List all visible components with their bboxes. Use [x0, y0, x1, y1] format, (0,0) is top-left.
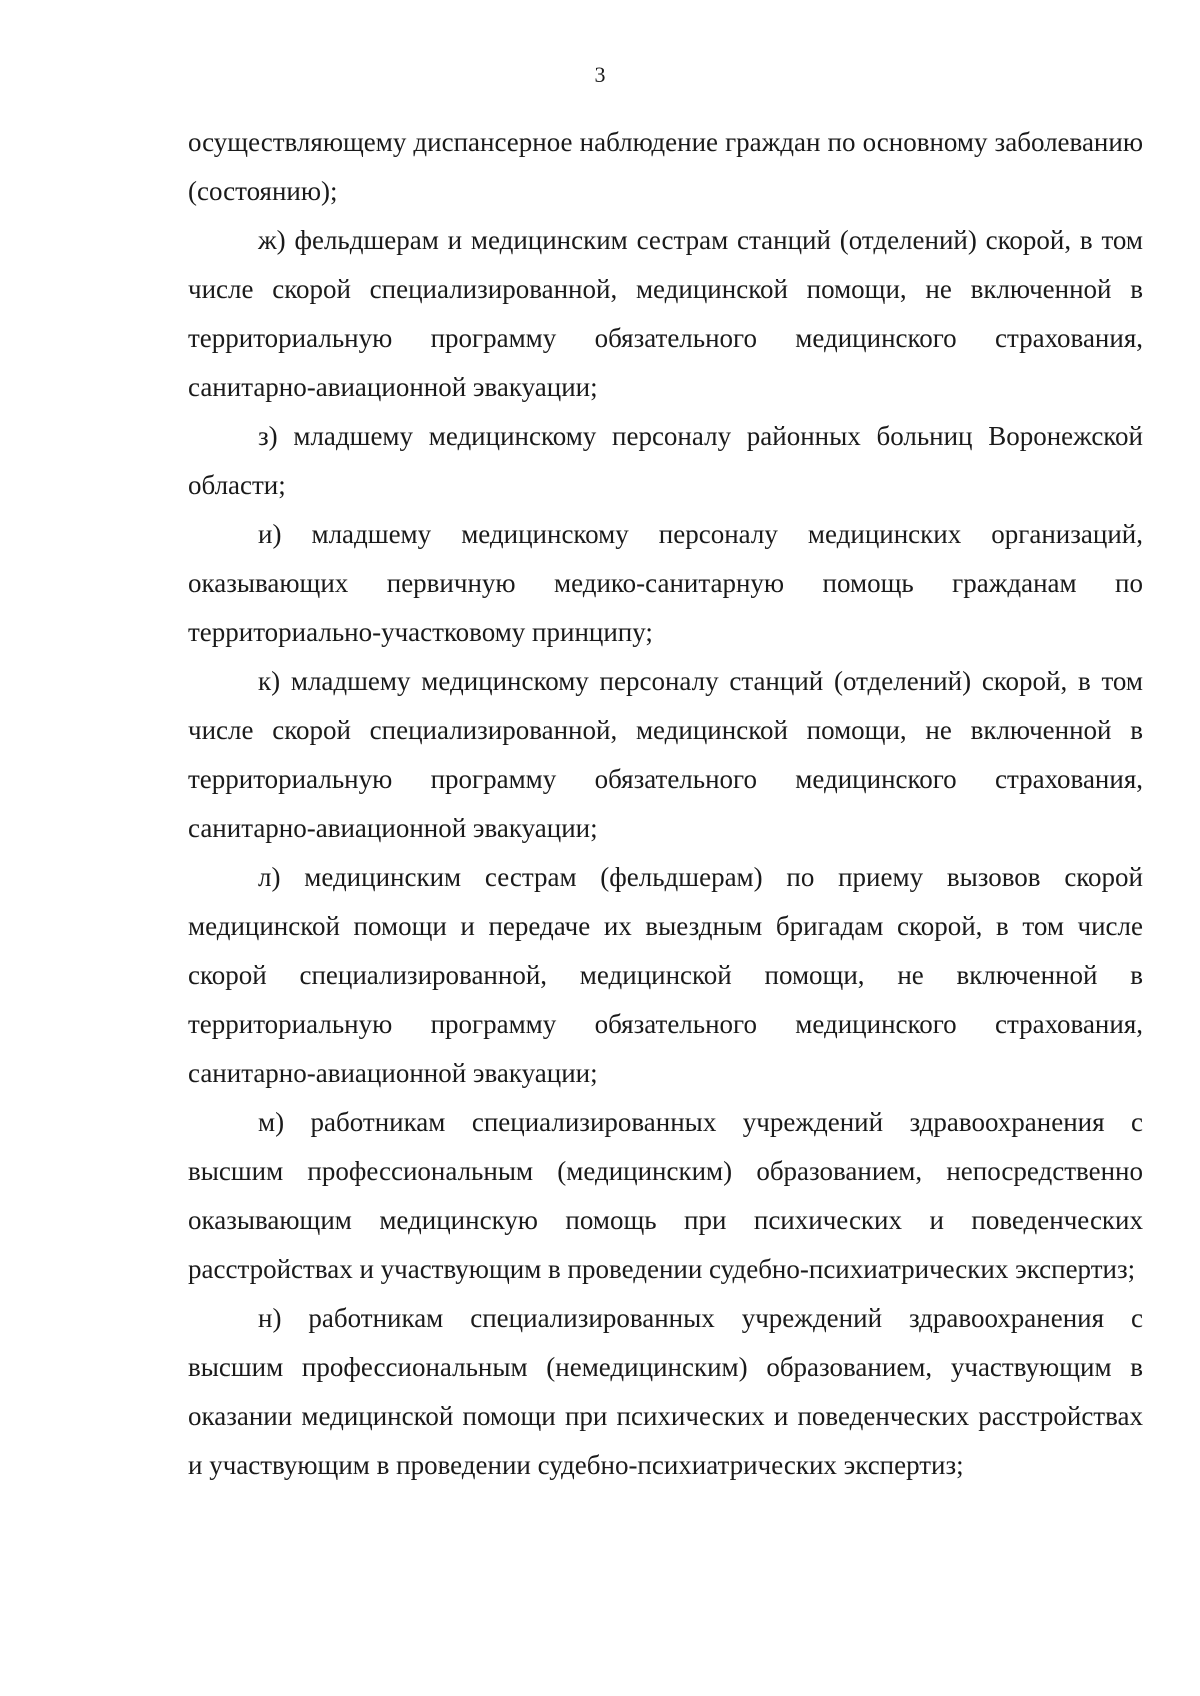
paragraph-item-l: л) медицинским сестрам (фельдшерам) по приему вызовов скорой медицинской помощи и передаче их выездным бригадам скорой, в том числе скорой специализированной, медицинской помощи, не включенной в территориальную программу обязательного медицинского страхования, санитарно-авиационной эвакуации;	[188, 862, 1143, 1088]
paragraph-item-n: н) работникам специализированных учреждений здравоохранения с высшим профессиональным (немедицинским) образованием, участвующим в оказании медицинской помощи при психических и поведенческих расстройствах и участвующим в проведении судебно-психиатрических экспертиз;	[188, 1303, 1143, 1480]
paragraph-item-i: и) младшему медицинскому персоналу медицинских организаций, оказывающих первичную медико-санитарную помощь гражданам по территориально-участковому принципу;	[188, 519, 1143, 647]
paragraph-continuation: осуществляющему диспансерное наблюдение граждан по основному заболеванию (состоянию);	[188, 127, 1143, 206]
paragraph-item-k: к) младшему медицинскому персоналу станций (отделений) скорой, в том числе скорой специализированной, медицинской помощи, не включенной в территориальную программу обязательного медицинского страхования, санитарно-авиационной эвакуации;	[188, 666, 1143, 843]
paragraph-item-m: м) работникам специализированных учреждений здравоохранения с высшим профессиональным (медицинским) образованием, непосредственно оказывающим медицинскую помощь при психических и поведенческих расстройствах и участвующим в проведении судебно-психиатрических экспертиз;	[188, 1107, 1143, 1284]
paragraph-item-zh: ж) фельдшерам и медицинским сестрам станций (отделений) скорой, в том числе скорой специализированной, медицинской помощи, не включенной в территориальную программу обязательного медицинского страхования, санитарно-авиационной эвакуации;	[188, 225, 1143, 402]
page-number: 3	[594, 62, 606, 87]
paragraph-item-z: з) младшему медицинскому персоналу районных больниц Воронежской области;	[188, 421, 1143, 500]
document-body	[188, 118, 1143, 1490]
